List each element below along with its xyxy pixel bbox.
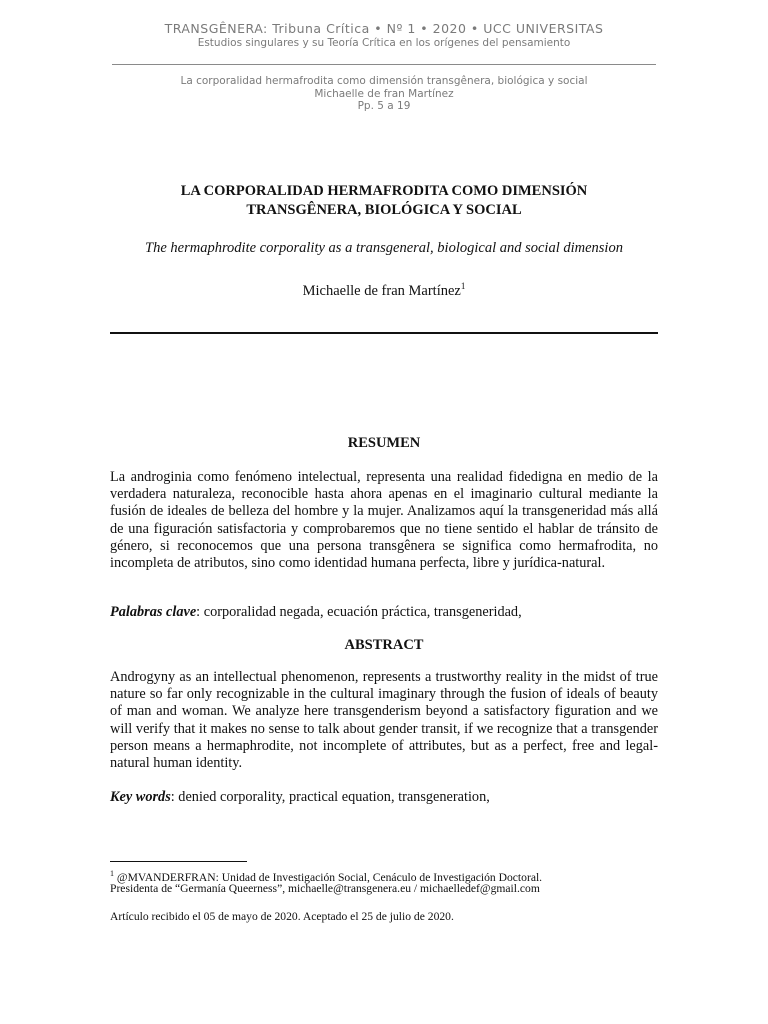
article-title-line-1: LA CORPORALIDAD HERMAFRODITA COMO DIMENSIÓN <box>180 183 588 199</box>
abstract-heading: ABSTRACT <box>344 637 424 653</box>
english-title: The hermaphrodite corporality as a transgeneral, biological and social dimension <box>145 240 623 256</box>
keywords-label: Palabras clave <box>110 604 197 620</box>
keywords-list: : corporalidad negada, ecuación práctica, transgeneridad, <box>196 604 522 620</box>
article-title-line-2: TRANSGÊNERA, BIOLÓGICA Y SOCIAL <box>246 202 522 218</box>
journal-header: TRANSGÊNERA: Tribuna Crítica • Nº 1 • 2020 • UCC UNIVERSITAS <box>164 21 604 36</box>
header-divider <box>112 64 656 65</box>
title-separator <box>110 332 658 334</box>
abstract-keywords <box>110 789 658 806</box>
running-article-title: La corporalidad hermafrodita como dimensión transgênera, biológica y social <box>180 75 588 87</box>
footnote-affiliation: @MVANDERFRAN: Unidad de Investigación Social, Cenáculo de Investigación Doctoral. <box>114 870 543 884</box>
resumen-text: La androginia como fenómeno intelectual, representa una realidad fidedigna en medio de la verdadera naturaleza, reconocible hasta ahora apenas en el imaginario cultural mediante la fusión de ideales de belleza del hombre y la mujer. Analizamos aquí la transgeneridad más allá de una figuración satisfactoria y comprobaremos que no tiene sentido el hablar de tránsito de género, si reconocemos que una persona transgênera se significa como hermafrodita, no incompleta de atributos, sino como identidad humana perfecta, libre y jurídica-natural. <box>110 469 658 572</box>
author-footnote-mark: 1 <box>460 281 466 291</box>
running-author: Michaelle de fran Martínez <box>314 88 454 100</box>
footnote-line-2: Presidenta de “Germanía Queerness”, michaelle@transgenera.eu / michaelledef@gmail.com <box>110 882 540 895</box>
resumen-keywords <box>110 604 658 621</box>
journal-subtitle: Estudios singulares y su Teoría Crítica en los orígenes del pensamiento <box>197 37 571 49</box>
keywords-label-en: Key words <box>110 789 171 805</box>
keywords-list-en: : denied corporality, practical equation, transgeneration, <box>170 789 490 805</box>
footnote-mark: 1 <box>110 869 114 878</box>
page-range: Pp. 5 a 19 <box>357 100 411 112</box>
footnote-divider <box>110 861 247 862</box>
resumen-heading: RESUMEN <box>347 435 421 451</box>
abstract-text: Androgyny as an intellectual phenomenon, represents a trustworthy reality in the midst of true nature so far only recognizable in the cultural imaginary through the fusion of ideals of beauty of man and woman. We analyze here transgenderism beyond a satisfactory figuration and we will verify that it makes no sense to talk about gender transit, if we recognize that a transgender person means a hermaphrodite, not incomplete of attributes, but as a perfect, free and legal-natural human identity. <box>110 669 658 772</box>
received-date: Artículo recibido el 05 de mayo de 2020. Aceptado el 25 de julio de 2020. <box>110 910 454 923</box>
author-name: Michaelle de fran Martínez <box>302 282 461 299</box>
author-line <box>110 281 658 300</box>
article-title <box>110 182 658 220</box>
